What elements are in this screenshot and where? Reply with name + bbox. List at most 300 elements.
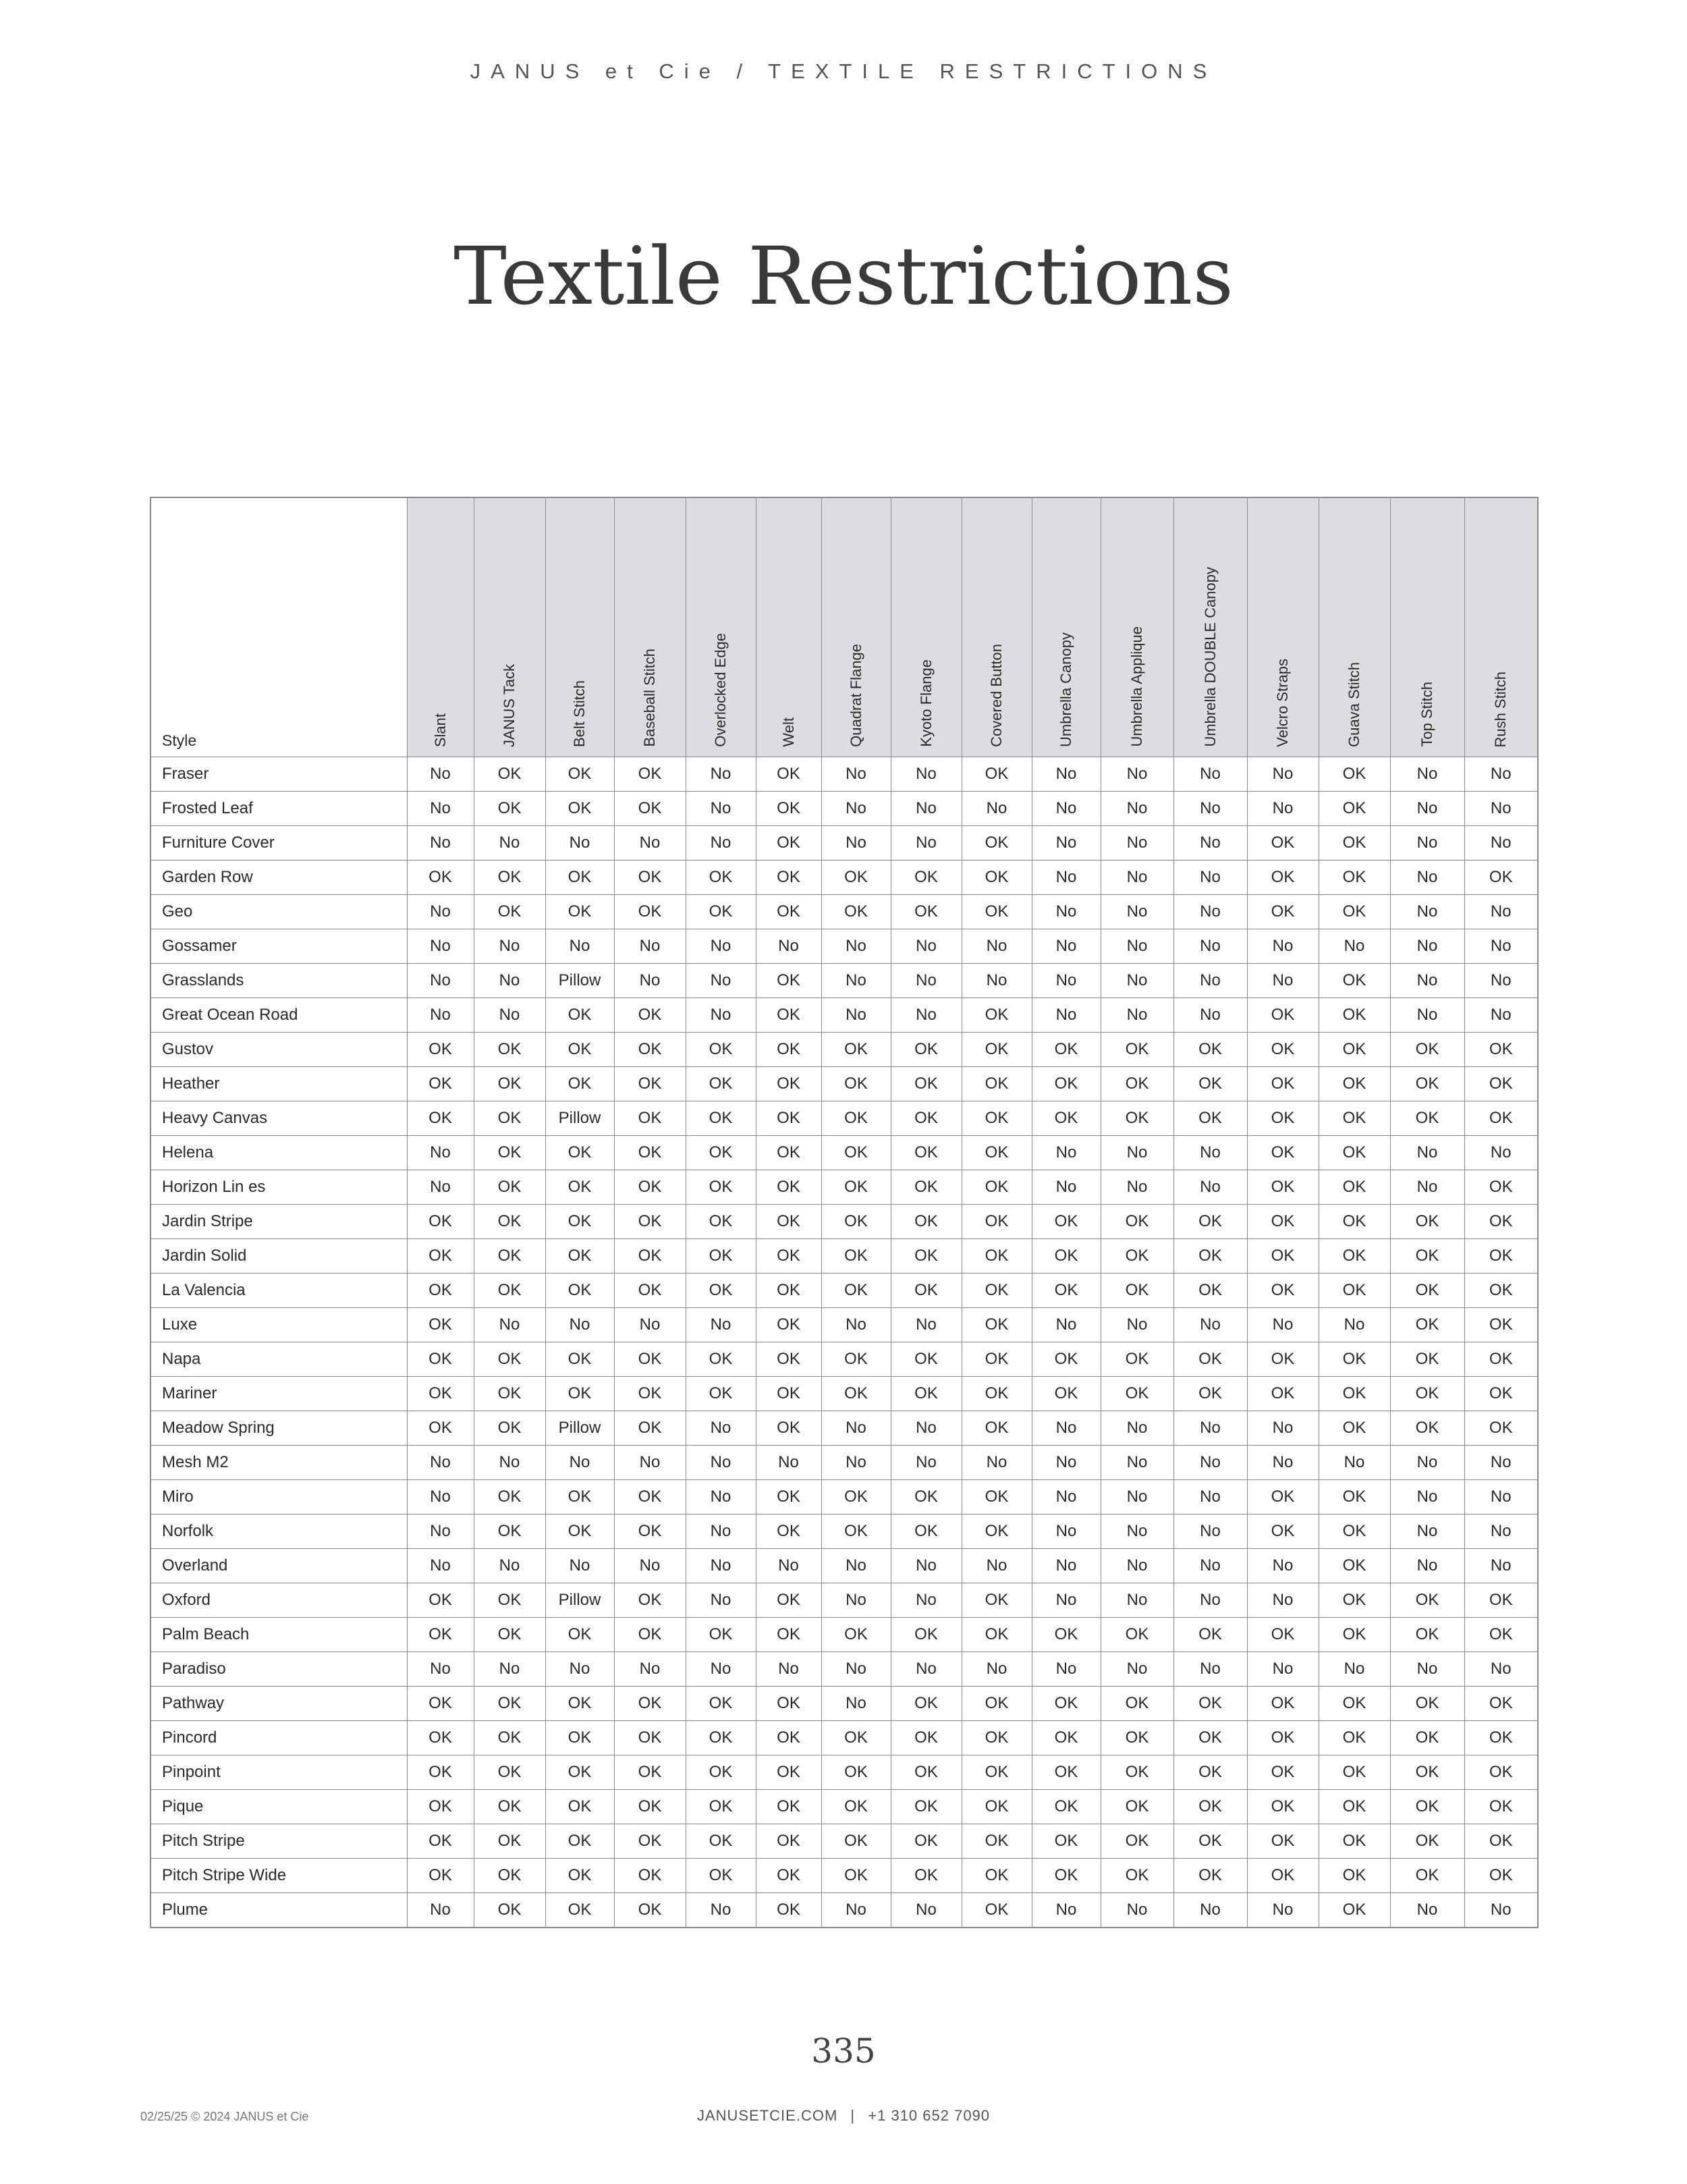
style-name-cell: Pathway xyxy=(150,1687,407,1721)
table-cell: No xyxy=(474,826,545,861)
table-cell: OK xyxy=(756,1721,821,1755)
table-cell: OK xyxy=(821,861,891,895)
style-name-cell: Palm Beach xyxy=(150,1618,407,1652)
table-cell: OK xyxy=(1319,1067,1390,1101)
table-cell: OK xyxy=(962,1101,1032,1136)
table-cell: OK xyxy=(614,1618,686,1652)
table-cell: OK xyxy=(1390,1859,1464,1893)
page-number: 335 xyxy=(811,2031,876,2071)
table-cell: OK xyxy=(1464,1101,1538,1136)
table-cell: OK xyxy=(614,1239,686,1274)
table-cell: OK xyxy=(891,1859,962,1893)
table-cell: No xyxy=(407,895,474,929)
table-cell: No xyxy=(1173,1652,1247,1687)
table-cell: OK xyxy=(1390,1239,1464,1274)
table-cell: No xyxy=(614,1446,686,1480)
style-name-cell: Fraser xyxy=(150,757,407,792)
table-cell: OK xyxy=(962,1205,1032,1239)
table-cell: No xyxy=(891,1446,962,1480)
table-cell: OK xyxy=(474,1342,545,1377)
style-name-cell: Helena xyxy=(150,1136,407,1170)
table-cell: OK xyxy=(1032,1721,1101,1755)
table-cell: OK xyxy=(1464,1342,1538,1377)
table-cell: OK xyxy=(686,1033,756,1067)
column-header-label: Guava Stitch xyxy=(1346,662,1362,747)
table-cell: OK xyxy=(614,1583,686,1618)
table-cell: No xyxy=(1247,1446,1319,1480)
table-cell: OK xyxy=(474,1583,545,1618)
table-cell: OK xyxy=(407,1205,474,1239)
table-cell: OK xyxy=(821,1618,891,1652)
table-cell: OK xyxy=(1464,1824,1538,1859)
table-cell: OK xyxy=(1390,1342,1464,1377)
table-cell: No xyxy=(686,929,756,964)
style-name-cell: Oxford xyxy=(150,1583,407,1618)
table-cell: No xyxy=(1101,998,1173,1033)
table-row xyxy=(150,1342,1538,1377)
table-cell: No xyxy=(1032,757,1101,792)
table-cell: OK xyxy=(686,1136,756,1170)
table-cell: OK xyxy=(962,1480,1032,1514)
column-header xyxy=(756,497,821,757)
table-cell: No xyxy=(1101,929,1173,964)
table-cell: OK xyxy=(1319,1893,1390,1928)
table-row xyxy=(150,1687,1538,1721)
style-name-cell: Jardin Solid xyxy=(150,1239,407,1274)
table-cell: No xyxy=(686,1480,756,1514)
table-cell: OK xyxy=(614,1377,686,1411)
column-header xyxy=(545,497,614,757)
table-cell: OK xyxy=(545,1859,614,1893)
table-cell: No xyxy=(614,1652,686,1687)
table-cell: OK xyxy=(1032,1618,1101,1652)
table-cell: No xyxy=(1101,895,1173,929)
table-cell: No xyxy=(1390,757,1464,792)
table-cell: OK xyxy=(1464,1033,1538,1067)
table-cell: No xyxy=(1390,1170,1464,1205)
table-cell: OK xyxy=(407,1377,474,1411)
table-cell: OK xyxy=(821,1755,891,1790)
table-cell: OK xyxy=(1247,1824,1319,1859)
table-cell: No xyxy=(407,929,474,964)
column-header xyxy=(686,497,756,757)
table-cell: OK xyxy=(474,1136,545,1170)
table-cell: No xyxy=(1247,792,1319,826)
table-cell: No xyxy=(962,929,1032,964)
table-cell: OK xyxy=(407,1687,474,1721)
table-cell: OK xyxy=(1247,1205,1319,1239)
table-cell: OK xyxy=(1319,1618,1390,1652)
table-cell: No xyxy=(962,792,1032,826)
table-cell: OK xyxy=(407,1755,474,1790)
table-cell: No xyxy=(545,1549,614,1583)
column-header xyxy=(1173,497,1247,757)
table-row xyxy=(150,1446,1538,1480)
column-header xyxy=(407,497,474,757)
table-cell: No xyxy=(1032,1514,1101,1549)
table-cell: No xyxy=(407,826,474,861)
table-cell: No xyxy=(545,1308,614,1342)
table-cell: OK xyxy=(1101,1101,1173,1136)
style-name-cell: Miro xyxy=(150,1480,407,1514)
table-cell: OK xyxy=(1319,1721,1390,1755)
table-cell: OK xyxy=(474,1274,545,1308)
table-cell: OK xyxy=(962,1790,1032,1824)
table-cell: OK xyxy=(1390,1067,1464,1101)
table-cell: No xyxy=(686,826,756,861)
table-cell: OK xyxy=(962,1170,1032,1205)
table-cell: OK xyxy=(686,1824,756,1859)
table-cell: OK xyxy=(1390,1411,1464,1446)
table-cell: OK xyxy=(1247,1342,1319,1377)
column-header xyxy=(1032,497,1101,757)
table-cell: OK xyxy=(545,1033,614,1067)
table-cell: No xyxy=(1173,826,1247,861)
table-cell: No xyxy=(1390,792,1464,826)
table-cell: OK xyxy=(407,1583,474,1618)
table-cell: OK xyxy=(1101,1755,1173,1790)
style-name-cell: Geo xyxy=(150,895,407,929)
table-cell: OK xyxy=(756,1824,821,1859)
table-row xyxy=(150,1549,1538,1583)
table-cell: No xyxy=(1390,929,1464,964)
table-cell: OK xyxy=(1464,1721,1538,1755)
table-cell: No xyxy=(1390,1549,1464,1583)
table-cell: OK xyxy=(756,1687,821,1721)
table-cell: OK xyxy=(756,861,821,895)
footer-contact xyxy=(0,2107,1687,2125)
table-cell: No xyxy=(756,1446,821,1480)
table-cell: No xyxy=(686,1514,756,1549)
table-cell: No xyxy=(1101,1308,1173,1342)
table-cell: OK xyxy=(1247,1721,1319,1755)
table-cell: OK xyxy=(545,1170,614,1205)
table-cell: No xyxy=(1464,929,1538,964)
table-row xyxy=(150,1721,1538,1755)
table-cell: No xyxy=(1032,1411,1101,1446)
table-cell: OK xyxy=(474,1411,545,1446)
table-cell: OK xyxy=(1032,1377,1101,1411)
table-cell: OK xyxy=(1101,1824,1173,1859)
table-cell: No xyxy=(891,1652,962,1687)
table-cell: OK xyxy=(686,1721,756,1755)
table-cell: OK xyxy=(1319,998,1390,1033)
column-header-label: Kyoto Flange xyxy=(917,659,935,747)
table-row xyxy=(150,757,1538,792)
table-cell: OK xyxy=(614,861,686,895)
table-row xyxy=(150,1652,1538,1687)
table-cell: No xyxy=(891,757,962,792)
table-cell: OK xyxy=(891,1067,962,1101)
table-cell: No xyxy=(1464,1136,1538,1170)
table-cell: OK xyxy=(962,757,1032,792)
table-cell: No xyxy=(1101,964,1173,998)
table-cell: OK xyxy=(962,1411,1032,1446)
table-cell: No xyxy=(1390,895,1464,929)
table-cell: No xyxy=(756,1652,821,1687)
table-cell: No xyxy=(1101,1136,1173,1170)
table-cell: OK xyxy=(962,1274,1032,1308)
table-cell: No xyxy=(821,964,891,998)
table-cell: No xyxy=(1464,964,1538,998)
table-row xyxy=(150,1170,1538,1205)
table-row xyxy=(150,826,1538,861)
table-cell: OK xyxy=(545,1067,614,1101)
table-cell: OK xyxy=(614,1033,686,1067)
table-cell: OK xyxy=(545,1824,614,1859)
table-cell: No xyxy=(1319,1652,1390,1687)
table-cell: No xyxy=(821,757,891,792)
table-cell: No xyxy=(891,998,962,1033)
column-header xyxy=(1101,497,1173,757)
style-name-cell: Paradiso xyxy=(150,1652,407,1687)
table-cell: OK xyxy=(756,1893,821,1928)
table-cell: No xyxy=(821,826,891,861)
table-cell: OK xyxy=(474,1205,545,1239)
table-cell: OK xyxy=(1101,1067,1173,1101)
table-cell: OK xyxy=(756,1859,821,1893)
table-cell: OK xyxy=(1101,1721,1173,1755)
table-cell: OK xyxy=(756,1342,821,1377)
table-cell: No xyxy=(821,1308,891,1342)
column-header-label: Slant xyxy=(431,713,449,747)
page-title: Textile Restrictions xyxy=(453,229,1234,323)
table-cell: OK xyxy=(545,1239,614,1274)
table-cell: No xyxy=(1032,1136,1101,1170)
table-cell: OK xyxy=(474,1033,545,1067)
table-cell: OK xyxy=(1464,1687,1538,1721)
table-cell: OK xyxy=(407,1308,474,1342)
table-cell: No xyxy=(614,929,686,964)
table-cell: OK xyxy=(545,792,614,826)
table-cell: OK xyxy=(891,1618,962,1652)
table-cell: No xyxy=(686,1446,756,1480)
style-name-cell: Overland xyxy=(150,1549,407,1583)
table-cell: No xyxy=(1319,929,1390,964)
table-cell: No xyxy=(1032,964,1101,998)
table-cell: No xyxy=(1390,1136,1464,1170)
column-header xyxy=(962,497,1032,757)
table-cell: OK xyxy=(474,1480,545,1514)
table-cell: No xyxy=(1247,757,1319,792)
table-cell: OK xyxy=(474,792,545,826)
table-cell: No xyxy=(962,1446,1032,1480)
table-cell: No xyxy=(407,998,474,1033)
style-name-cell: Gossamer xyxy=(150,929,407,964)
table-cell: No xyxy=(1032,1480,1101,1514)
table-cell: OK xyxy=(545,861,614,895)
restrictions-table xyxy=(150,497,1539,1928)
table-cell: OK xyxy=(1173,1033,1247,1067)
table-cell: No xyxy=(1390,1480,1464,1514)
table-cell: OK xyxy=(614,1274,686,1308)
table-row xyxy=(150,1136,1538,1170)
table-cell: OK xyxy=(1319,1101,1390,1136)
table-cell: OK xyxy=(756,1205,821,1239)
table-cell: OK xyxy=(407,1859,474,1893)
table-cell: OK xyxy=(962,1067,1032,1101)
table-cell: No xyxy=(1173,1411,1247,1446)
table-cell: OK xyxy=(407,1274,474,1308)
table-cell: No xyxy=(407,757,474,792)
style-name-cell: Horizon Lin es xyxy=(150,1170,407,1205)
table-cell: No xyxy=(1173,964,1247,998)
style-name-cell: Luxe xyxy=(150,1308,407,1342)
table-cell: OK xyxy=(545,757,614,792)
table-cell: Pillow xyxy=(545,964,614,998)
table-cell: OK xyxy=(962,1721,1032,1755)
table-cell: OK xyxy=(1390,1790,1464,1824)
style-name-cell: Pitch Stripe Wide xyxy=(150,1859,407,1893)
table-cell: No xyxy=(1464,1446,1538,1480)
column-header-label: Velcro Straps xyxy=(1274,659,1291,747)
table-cell: No xyxy=(1101,826,1173,861)
table-cell: OK xyxy=(1464,1377,1538,1411)
table-cell: OK xyxy=(891,1170,962,1205)
table-cell: No xyxy=(1464,1893,1538,1928)
column-header xyxy=(1247,497,1319,757)
table-cell: OK xyxy=(1464,1067,1538,1101)
table-cell: No xyxy=(1032,1549,1101,1583)
table-cell: No xyxy=(1173,792,1247,826)
table-cell: OK xyxy=(1319,1859,1390,1893)
table-cell: OK xyxy=(1319,1755,1390,1790)
table-cell: OK xyxy=(407,1033,474,1067)
table-cell: No xyxy=(1247,1308,1319,1342)
style-name-cell: Meadow Spring xyxy=(150,1411,407,1446)
table-cell: OK xyxy=(962,1687,1032,1721)
table-body xyxy=(150,757,1538,1928)
table-cell: OK xyxy=(686,1755,756,1790)
table-cell: OK xyxy=(1319,1480,1390,1514)
table-row xyxy=(150,1101,1538,1136)
table-cell: No xyxy=(1247,1583,1319,1618)
table-cell: OK xyxy=(1247,1033,1319,1067)
table-cell: OK xyxy=(1173,1721,1247,1755)
table-cell: OK xyxy=(474,1893,545,1928)
table-cell: OK xyxy=(756,1618,821,1652)
table-cell: OK xyxy=(1390,1033,1464,1067)
table-cell: No xyxy=(1390,1446,1464,1480)
table-cell: No xyxy=(1101,1583,1173,1618)
table-cell: No xyxy=(407,964,474,998)
table-cell: No xyxy=(1032,1170,1101,1205)
table-cell: OK xyxy=(545,1136,614,1170)
table-cell: No xyxy=(821,929,891,964)
table-cell: OK xyxy=(1032,1755,1101,1790)
table-cell: OK xyxy=(962,1583,1032,1618)
table-cell: OK xyxy=(614,1790,686,1824)
table-cell: No xyxy=(407,1514,474,1549)
table-cell: OK xyxy=(756,757,821,792)
column-header xyxy=(474,497,545,757)
table-cell: OK xyxy=(891,1274,962,1308)
table-cell: OK xyxy=(962,1239,1032,1274)
table-cell: OK xyxy=(1464,1411,1538,1446)
table-cell: No xyxy=(545,826,614,861)
table-cell: OK xyxy=(891,1721,962,1755)
table-cell: OK xyxy=(474,1618,545,1652)
table-cell: No xyxy=(474,1308,545,1342)
table-cell: No xyxy=(1464,792,1538,826)
table-row xyxy=(150,1893,1538,1928)
table-cell: OK xyxy=(1173,1067,1247,1101)
column-header-label: Top Stitch xyxy=(1418,682,1435,747)
style-name-cell: Napa xyxy=(150,1342,407,1377)
table-cell: OK xyxy=(756,1067,821,1101)
table-cell: OK xyxy=(756,1480,821,1514)
table-cell: No xyxy=(407,1652,474,1687)
table-cell: OK xyxy=(1464,1308,1538,1342)
table-cell: OK xyxy=(474,1170,545,1205)
table-cell: No xyxy=(756,929,821,964)
table-cell: OK xyxy=(545,1687,614,1721)
column-header xyxy=(1464,497,1538,757)
table-cell: OK xyxy=(1247,1618,1319,1652)
table-cell: OK xyxy=(474,1859,545,1893)
table-cell: OK xyxy=(1390,1618,1464,1652)
table-cell: No xyxy=(1101,1411,1173,1446)
table-cell: No xyxy=(1464,998,1538,1033)
table-cell: OK xyxy=(614,1687,686,1721)
table-cell: OK xyxy=(686,1618,756,1652)
table-cell: OK xyxy=(1247,1170,1319,1205)
table-cell: OK xyxy=(756,1274,821,1308)
table-cell: OK xyxy=(1319,1239,1390,1274)
table-row xyxy=(150,895,1538,929)
table-cell: OK xyxy=(891,1790,962,1824)
footer-website-link[interactable]: JANUSETCIE.COM xyxy=(696,2107,838,2124)
table-cell: No xyxy=(1101,1893,1173,1928)
table-cell: No xyxy=(891,1583,962,1618)
table-cell: No xyxy=(1390,1893,1464,1928)
table-cell: OK xyxy=(614,998,686,1033)
table-cell: No xyxy=(821,998,891,1033)
table-cell: No xyxy=(1032,792,1101,826)
table-cell: No xyxy=(1319,1446,1390,1480)
table-cell: OK xyxy=(891,1480,962,1514)
table-cell: No xyxy=(474,1549,545,1583)
table-cell: OK xyxy=(614,757,686,792)
table-cell: OK xyxy=(686,1067,756,1101)
table-cell: OK xyxy=(891,1205,962,1239)
table-cell: OK xyxy=(686,861,756,895)
table-cell: No xyxy=(1101,792,1173,826)
table-cell: OK xyxy=(686,1239,756,1274)
table-cell: OK xyxy=(474,1514,545,1549)
column-header-label: Umbrella DOUBLE Canopy xyxy=(1201,567,1219,747)
table-cell: OK xyxy=(1247,1377,1319,1411)
table-cell: OK xyxy=(1173,1859,1247,1893)
table-cell: No xyxy=(1464,826,1538,861)
table-cell: OK xyxy=(474,1824,545,1859)
footer-separator: | xyxy=(850,2107,856,2124)
table-cell: No xyxy=(614,1308,686,1342)
table-cell: No xyxy=(1032,1446,1101,1480)
table-cell: No xyxy=(1247,964,1319,998)
table-cell: OK xyxy=(1173,1342,1247,1377)
column-header-label: Quadrat Flange xyxy=(847,644,864,747)
table-cell: No xyxy=(407,1893,474,1928)
table-cell: OK xyxy=(1319,1790,1390,1824)
table-row xyxy=(150,1377,1538,1411)
table-cell: No xyxy=(614,1549,686,1583)
table-cell: OK xyxy=(756,826,821,861)
style-name-cell: La Valencia xyxy=(150,1274,407,1308)
table-header-row xyxy=(150,497,1538,757)
table-cell: OK xyxy=(1032,1067,1101,1101)
table-cell: OK xyxy=(1390,1205,1464,1239)
